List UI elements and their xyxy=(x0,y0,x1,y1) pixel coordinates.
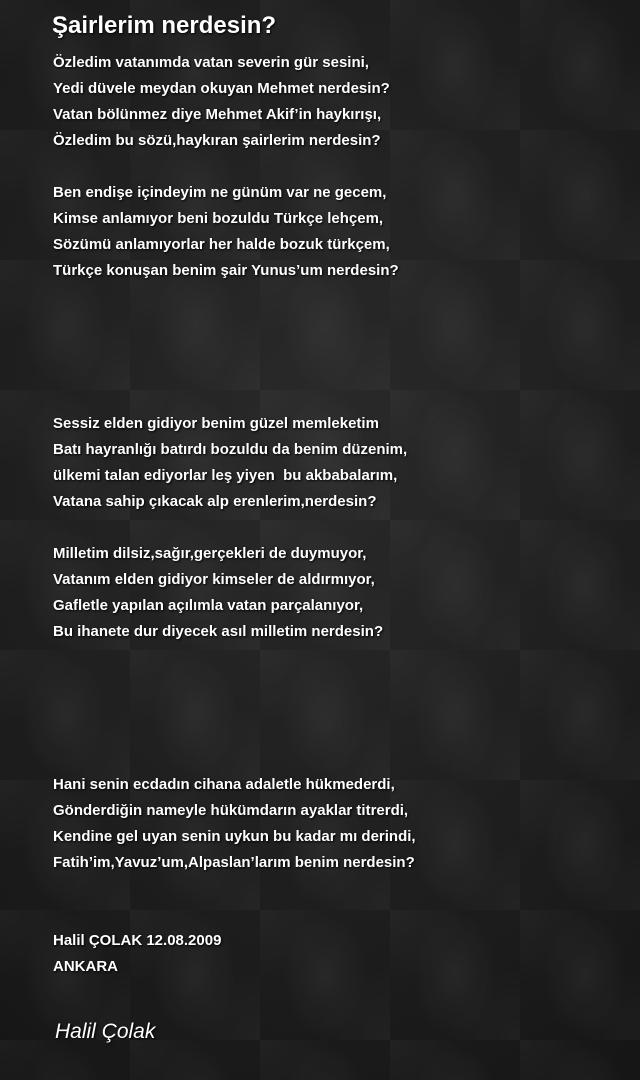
poem-line: Vatanım elden gidiyor kimseler de aldırmıyor, xyxy=(53,571,375,588)
poem-line: Yedi düvele meydan okuyan Mehmet nerdesin? xyxy=(53,80,390,97)
stanza-1 xyxy=(53,50,390,154)
stanza-3 xyxy=(53,411,407,515)
author-city: ANKARA xyxy=(53,958,118,975)
poem-line: Kendine gel uyan senin uykun bu kadar mı derindi, xyxy=(53,828,416,845)
poem-line: Vatan bölünmez diye Mehmet Akif’in haykırışı, xyxy=(53,106,382,123)
poem-line: Milletim dilsiz,sağır,gerçekleri de duymuyor, xyxy=(53,545,367,562)
poem-line: Vatana sahip çıkacak alp erenlerim,nerdesin? xyxy=(53,493,377,510)
poem-line: Hani senin ecdadın cihana adaletle hükmederdi, xyxy=(53,776,395,793)
poem-line: Özledim vatanımda vatan severin gür sesini, xyxy=(53,54,369,71)
poem-line: Sessiz elden gidiyor benim güzel memleketim xyxy=(53,415,379,432)
poem-line: Bu ihanete dur diyecek asıl milletim nerdesin? xyxy=(53,623,384,640)
poem-line: ülkemi talan ediyorlar leş yiyen bu akbabalarım, xyxy=(53,467,398,484)
poem-line: Gönderdiğin nameyle hükümdarın ayaklar titrerdi, xyxy=(53,802,409,819)
poem-line: Ben endişe içindeyim ne günüm var ne gecem, xyxy=(53,184,387,201)
poem-line: Türkçe konuşan benim şair Yunus’um nerdesin? xyxy=(53,262,399,279)
poem-line: Batı hayranlığı batırdı bozuldu da benim düzenim, xyxy=(53,441,408,458)
poem-line: Özledim bu sözü,haykıran şairlerim nerdesin? xyxy=(53,132,381,149)
stanza-4 xyxy=(53,541,383,645)
poem-line: Kimse anlamıyor beni bozuldu Türkçe lehçem, xyxy=(53,210,384,227)
stanza-5 xyxy=(53,772,416,876)
poem-line: Gafletle yapılan açılımla vatan parçalanıyor, xyxy=(53,597,364,614)
stanza-2 xyxy=(53,180,399,284)
poem-line: Sözümü anlamıyorlar her halde bozuk türkçem, xyxy=(53,236,390,253)
author-date-block xyxy=(53,928,221,980)
poem-title: Şairlerim nerdesin? xyxy=(52,12,277,39)
author-signature: Halil Çolak xyxy=(55,1020,156,1043)
author-date: Halil ÇOLAK 12.08.2009 xyxy=(53,932,222,949)
poem-line: Fatih’im,Yavuz’um,Alpaslan’larım benim nerdesin? xyxy=(53,854,415,871)
